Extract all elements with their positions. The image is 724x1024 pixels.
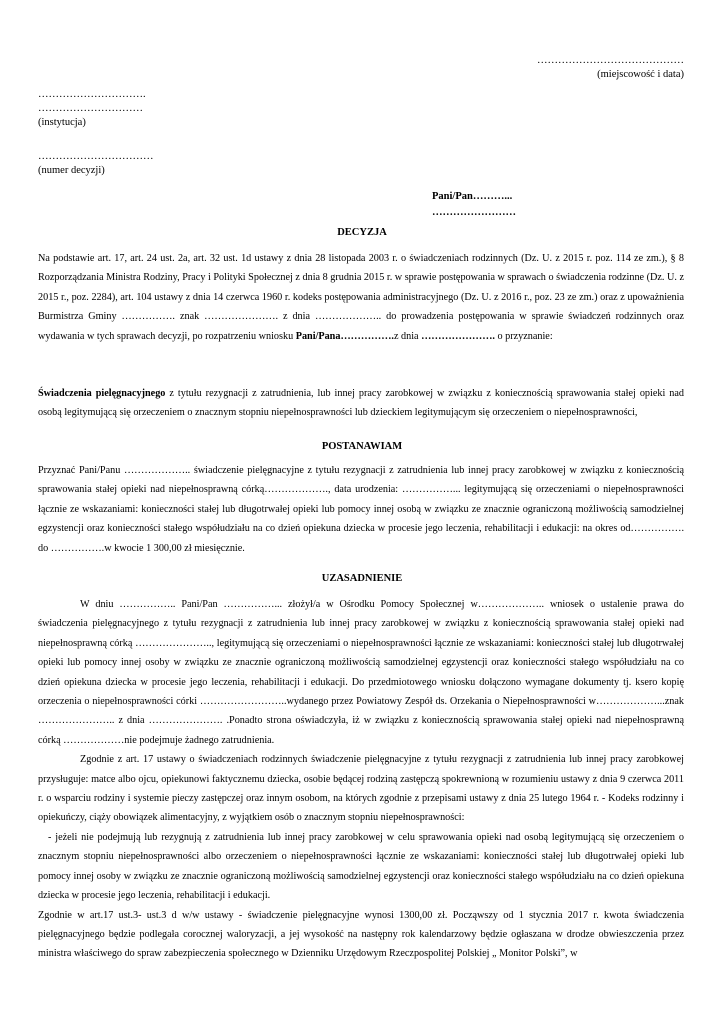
intro-date-prefix: z dnia xyxy=(393,330,422,342)
justification-paragraph-3: - jeżeli nie podejmują lub rezygnują z zatrudnienia lub innej pracy zarobkowej w celu sprawowania opieki nad osobą legitymującą się orzeczeniem o znacznym stopniu niepełnosprawności albo orzeczeniem o niepełnosprawności łącznie ze wskazaniami: konieczności stałej lub długotrwałej opieki lub pomocy innej osoby w związku ze znacznie ograniczoną możliwością samodzielnej egzystencji oraz konieczności stałego współudziału na co dzień opiekuna dziecka w procesie jego leczenia, rehabilitacji i edukacji. xyxy=(38,831,684,902)
institution-block xyxy=(38,88,146,130)
addressee-address: …………………… xyxy=(432,207,516,218)
justification-paragraph-2: Zgodnie z art. 17 ustawy o świadczeniach rodzinnych świadczenie pielęgnacyjne z tytułu rezygnacji z zatrudnienia lub innej pracy zarobkowej przysługuje: matce albo ojcu, opiekunowi faktycznemu dziecka, osobie będącej rodziną zastępczą spokrewnioną w rozumieniu ustawy z dnia 9 czerwca 2011 r. o wsparciu rodziny i systemie pieczy zastępczej oraz innym osobom, na których zgodnie z przepisami ustawy z dnia 25 lutego 1964 r. - Kodeks rodzinny i opiekuńczy, ciąży obowiązek alimentacyjny, z wyjątkiem osób o znacznym stopniu niepełnosprawności: xyxy=(38,754,684,824)
uzasadnienie-title: UZASADNIENIE xyxy=(321,573,403,584)
intro-date: …………………. xyxy=(421,330,495,342)
decision-paragraph xyxy=(38,461,684,558)
intro-paragraph xyxy=(38,249,684,346)
place-date-block xyxy=(537,54,684,82)
addressee-name: Pani/Pan………... xyxy=(432,191,513,202)
institution-label: (instytucja) xyxy=(38,117,86,128)
institution-line-2: ………………………… xyxy=(38,103,143,114)
justification-paragraph-1: W dniu …………….. Pani/Pan ……………... złożył/a w Ośrodku Pomocy Społecznej w……………….. wniosek o ustalenie prawa do świadczenia pielęgnacyjnego z tytułu rezygnacji z zatrudnienia lub innej pracy zarobkowej w związku z koniecznością sprawowania stałej opieki nad niepełnosprawną córką ………………….., legitymującą się orzeczeniami o niepełnosprawności łącznie ze wskazaniami: konieczności stałej lub długotrwałej opieki lub pomocy innej osoby w związku ze znacznie ograniczoną możliwością samodzielnej egzystencji oraz konieczności stałego współudziału na co dzień opiekuna dziecka w procesie jego leczenia, rehabilitacji i edukacji. Do przedmiotowego wniosku dołączono wymagane dokumenty tj. ksero kopię orzeczenia o niepełnosprawności córki ……………………..wydanego przez Powiatowy Zespół ds. Orzekania o Niepełnosprawności w………………...znak ………………….. z dnia …………………. .Ponadto strona oświadczyła, iż w związku z koniecznością sprawowania stałej opieki nad niepełnosprawną córką ………………nie podejmuje żadnego zatrudnienia. xyxy=(38,599,684,746)
decision-number-block xyxy=(38,150,154,178)
intro-applicant: Pani/Pana……………. xyxy=(295,330,394,342)
subject-benefit-name: Świadczenia pielęgnacyjnego xyxy=(38,388,166,399)
intro-end: o przyznanie: xyxy=(494,330,553,342)
decision-text: Przyznać Pani/Panu ……………….. świadczenie pielęgnacyjne z tytułu rezygnacji z zatrudnienia lub innej pracy zarobkowej w związku z koniecznością sprawowania stałej opieki nad niepełnosprawną córką………………., data urodzenia: ……………... legitymującą się orzeczeniami o niepełnosprawności łącznie ze wskazaniami: konieczności stałej lub długotrwałej opieki lub pomocy innej osobą w związku ze znacznie ograniczoną możliwością samodzielnej egzystencji oraz konieczności stałego współudziału na co dzień opiekuna dziecka w procesie jego leczenia, rehabilitacji i edukacji: na okres od……………. do …………….w kwocie 1 300,00 zł miesięcznie. xyxy=(38,465,684,554)
intro-text: Na podstawie art. 17, art. 24 ust. 2a, art. 32 ust. 1d ustawy z dnia 28 listopada 2003 r. o świadczeniach rodzinnych (Dz. U. z 2015 r. poz. 114 ze zm.), § 8 Rozporządzania Ministra Rodziny, Pracy i Polityki Społecznej z dnia 8 grudnia 2015 r. w sprawie postępowania w sprawach o świadczenia rodzinne (Dz. U. z 2015 r., poz. 2284), art. 104 ustawy z dnia 14 czerwca 1960 r. kodeks postępowania administracyjnego (Dz. U. z 2016 r., poz. 23 ze zm.) oraz z upoważnienia Burmistrza Gminy ……………. znak …………………. z dnia ……………….. do prowadzenia postępowania w sprawie świadczeń rodzinnych oraz wydawania w tych sprawach decyzji, po rozpatrzeniu wniosku xyxy=(38,253,684,342)
institution-line-1: …………………………. xyxy=(38,89,146,100)
justification-paragraph-4: Zgodnie w art.17 ust.3- ust.3 d w/w ustawy - świadczenie pielęgnacyjne wynosi 1300,00 zł. Począwszy od 1 stycznia 2017 r. kwota świadczenia pielęgnacyjnego będzie podlegała corocznej waloryzacji, a jej wysokość na następny rok kalendarzowy będzie ogłaszana w drodze obwieszczenia przez ministra właściwego do spraw zabezpieczenia społecznego w Dzienniku Urzędowym Rzeczpospolitej Polskiej „ Monitor Polski”, w xyxy=(38,909,684,960)
decision-title: DECYZJA xyxy=(337,227,387,238)
place-date-dots: …………………………………… xyxy=(537,55,684,66)
decision-number-label: (numer decyzji) xyxy=(38,165,105,176)
place-date-label: (miejscowość i data) xyxy=(597,69,684,80)
addressee-block xyxy=(432,189,516,221)
subject-text: z tytułu rezygnacji z zatrudnienia, lub innej pracy zarobkowej w związku z koniecznością sprawowania stałej opieki nad osobą legitymującą się orzeczeniem o znacznym stopniu niepełnosprawności lub dzieckiem legitymującym się orzeczeniem o niepełnosprawności, xyxy=(38,388,685,419)
subject-paragraph xyxy=(38,384,684,423)
postanawiam-title: POSTANAWIAM xyxy=(321,441,403,452)
decision-number-dots: …………………………… xyxy=(38,151,154,162)
justification-section xyxy=(38,595,684,964)
